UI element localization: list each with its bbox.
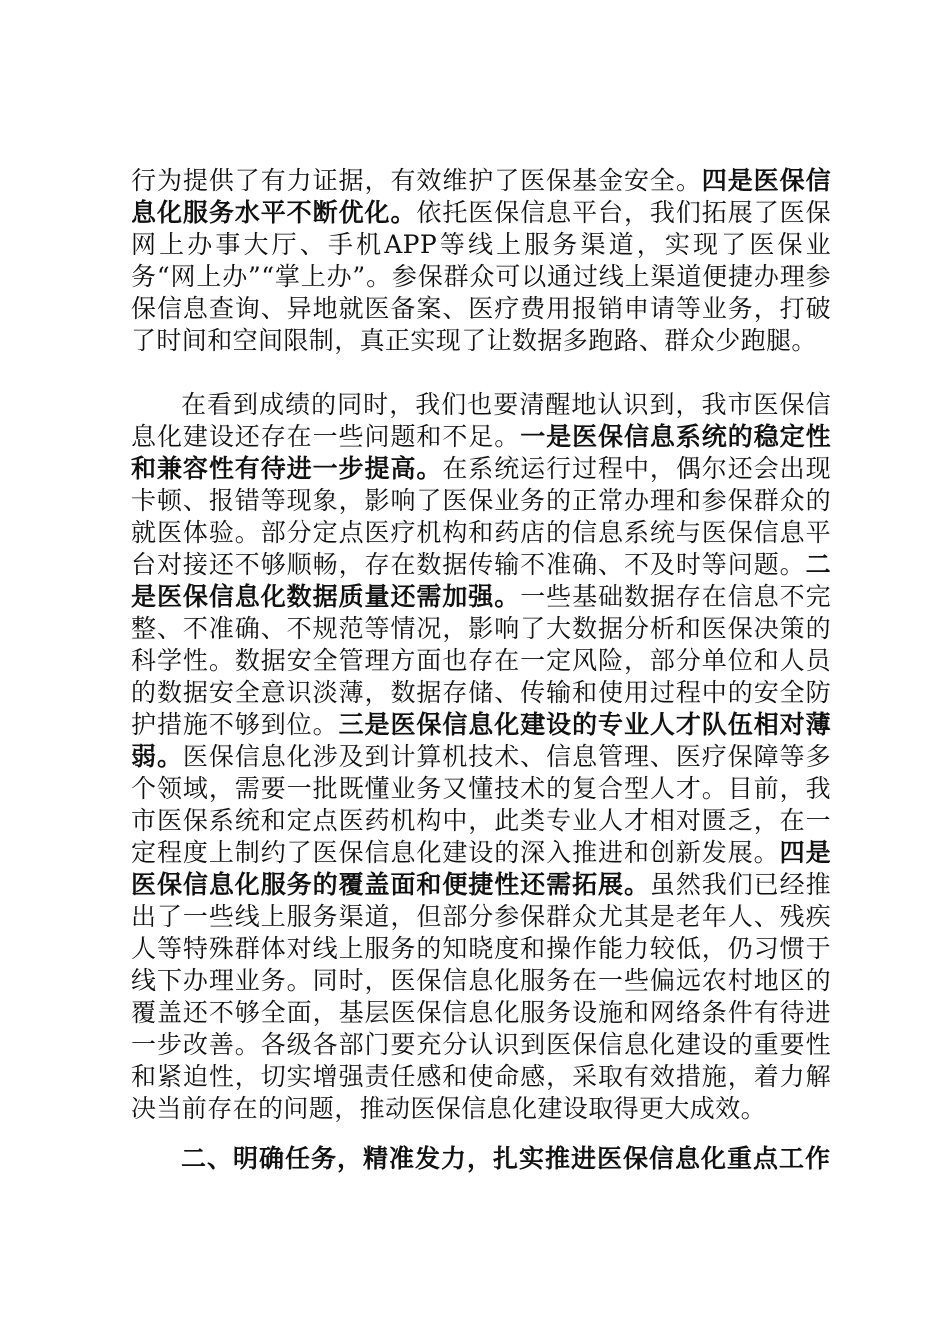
text-run: 在系统运行过程中，偶尔还会出现卡顿、报错等现象，影响了医保业务的正常办理和参保群众的就医体验。部分定点医疗机构和药店的信息系统与医保信息平台对接还不够顺畅，存在数据传输不准确、不及时等问题。 [131, 454, 831, 579]
text-run: 一些基础数据存在信息不完整、不准确、不规范等情况，影响了大数据分析和医保决策的科学性。数据安全管理方面也存在一定风险，部分单位和人员的数据安全意识淡薄，数据存储、传输和使用过程中的安全防护措施不够到位。 [131, 582, 831, 739]
bold-point-two: 二是医保信息化数据质量还需加强。 [131, 550, 831, 611]
bold-point-three: 三是医保信息化建设的专业人才队伍相对薄弱。 [131, 710, 832, 771]
section-heading: 二、明确任务，精准发力，扎实推进医保信息化重点工作 [181, 1144, 832, 1173]
text-run: 医保信息化涉及到计算机技术、信息管理、医疗保障等多个领域，需要一批既懂业务又懂技术的复合型人才。目前，我市医保系统和定点医药机构中，此类专业人才相对匮乏，在一定程度上制约了医保信息化建设的深入推进和创新发展。 [131, 742, 831, 867]
document-page [131, 165, 831, 1175]
paragraph-gap [131, 357, 831, 389]
text-run: 在看到成绩的同时，我们也要清醒地认识到，我市医保信息化建设还存在一些问题和不足。 [131, 390, 831, 451]
bold-point-four-intro: 四是医保信息化服务水平不断优化。 [131, 166, 831, 227]
text-run: 依托医保信息平台，我们拓展了医保网上办事大厅、手机APP等线上服务渠道，实现了医保业务“网上办”“掌上办”。参保群众可以通过线上渠道便捷办理参保信息查询、异地就医备案、医疗费用报销申请等业务，打破了时间和空间限制，真正实现了让数据多跑路、群众少跑腿。 [131, 198, 831, 355]
text-run: 行为提供了有力证据，有效维护了医保基金安全。 [131, 166, 702, 195]
bold-point-one: 一是医保信息系统的稳定性和兼容性有待进一步提高。 [131, 422, 831, 483]
paragraph-2 [131, 389, 831, 1125]
paragraph-1 [131, 165, 831, 357]
bold-point-four: 四是医保信息化服务的覆盖面和便捷性还需拓展。 [131, 838, 831, 899]
text-run: 虽然我们已经推出了一些线上服务渠道，但部分参保群众尤其是老年人、残疾人等特殊群体对线上服务的知晓度和操作能力较低，仍习惯于线下办理业务。同时，医保信息化服务在一些偏远农村地区的覆盖还不够全面，基层医保信息化服务设施和网络条件有待进一步改善。各级各部门要充分认识到医保信息化建设的重要性和紧迫性，切实增强责任感和使命感，采取有效措施，着力解决当前存在的问题，推动医保信息化建设取得更大成效。 [131, 870, 831, 1123]
